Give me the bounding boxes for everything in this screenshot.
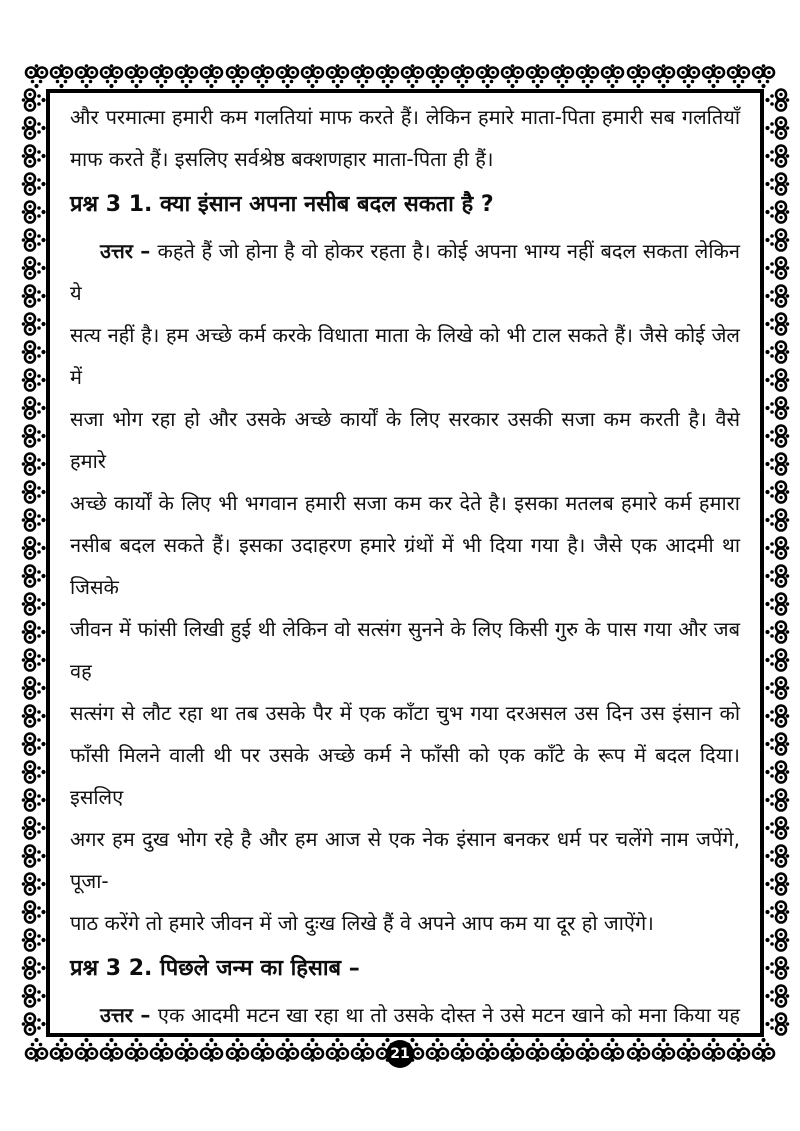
text-line: उत्तर – एक आदमी मटन खा रहा था तो उसके दोस्त ने उसे मटन खाने को मना किया यह: [100, 1003, 741, 1027]
floral-lace-motif-icon: [124, 1036, 149, 1064]
text-line: माफ करते हैं। इसलिए सर्वश्रेष्ठ बक्शणहार माता-पिता ही हैं।: [70, 147, 494, 171]
floral-lace-motif-icon: [19, 956, 47, 981]
floral-lace-motif-icon: [250, 1036, 275, 1064]
floral-lace-motif-icon: [19, 788, 47, 813]
floral-lace-motif-icon: [500, 1036, 525, 1064]
floral-lace-motif-icon: [475, 62, 500, 90]
floral-lace-motif-icon: [651, 62, 676, 90]
floral-lace-motif-icon: [24, 1036, 49, 1064]
floral-lace-motif-icon: [19, 760, 47, 785]
floral-lace-motif-icon: [19, 116, 47, 141]
floral-lace-motif-icon: [325, 1036, 350, 1064]
floral-lace-motif-icon: [763, 788, 791, 813]
floral-lace-motif-icon: [425, 1036, 450, 1064]
floral-lace-motif-icon: [19, 284, 47, 309]
floral-lace-motif-icon: [19, 312, 47, 337]
floral-lace-motif-icon: [19, 480, 47, 505]
floral-lace-motif-icon: [19, 508, 47, 533]
text-line: सजा भोग रहा हो और उसके अच्छे कार्यों के लिए सरकार उसकी सजा कम करती है। वैसे हमारे: [70, 407, 740, 473]
floral-lace-motif-icon: [19, 256, 47, 281]
floral-lace-motif-icon: [350, 1036, 375, 1064]
floral-lace-motif-icon: [450, 1036, 475, 1064]
question-heading: प्रश्न 3 1. क्या इंसान अपना नसीब बदल सकता है ?: [70, 192, 494, 217]
page-number: 21: [390, 1046, 410, 1062]
floral-lace-motif-icon: [74, 1036, 99, 1064]
floral-lace-motif-icon: [300, 62, 325, 90]
floral-lace-motif-icon: [19, 368, 47, 393]
floral-lace-motif-icon: [701, 1036, 726, 1064]
floral-lace-motif-icon: [763, 200, 791, 225]
floral-lace-motif-icon: [19, 200, 47, 225]
text-line: [70, 1036, 740, 1037]
floral-lace-motif-icon: [149, 1036, 174, 1064]
floral-lace-motif-icon: [763, 844, 791, 869]
floral-lace-motif-icon: [626, 62, 651, 90]
floral-lace-motif-icon: [651, 1036, 676, 1064]
floral-lace-motif-icon: [751, 1036, 776, 1064]
floral-lace-motif-icon: [763, 228, 791, 253]
text-line: सत्संग से लौट रहा था तब उसके पैर में एक काँटा चुभ गया दरअसल उस दिन उस इंसान को: [70, 701, 740, 725]
floral-lace-motif-icon: [626, 1036, 651, 1064]
floral-lace-motif-icon: [763, 928, 791, 953]
floral-lace-motif-icon: [19, 172, 47, 197]
floral-lace-motif-icon: [600, 1036, 625, 1064]
floral-lace-motif-icon: [676, 62, 701, 90]
floral-lace-motif-icon: [600, 62, 625, 90]
floral-lace-motif-icon: [525, 1036, 550, 1064]
floral-lace-motif-icon: [550, 62, 575, 90]
floral-lace-motif-icon: [763, 732, 791, 757]
floral-lace-motif-icon: [763, 144, 791, 169]
floral-lace-motif-icon: [149, 62, 174, 90]
floral-lace-motif-icon: [174, 62, 199, 90]
floral-lace-motif-icon: [763, 872, 791, 897]
floral-lace-motif-icon: [763, 564, 791, 589]
floral-lace-motif-icon: [350, 62, 375, 90]
floral-lace-motif-icon: [500, 62, 525, 90]
floral-lace-motif-icon: [763, 760, 791, 785]
lace-border-left: [19, 86, 47, 1036]
floral-lace-motif-icon: [19, 536, 47, 561]
text-line: फाँसी मिलने वाली थी पर उसके अच्छे कर्म ने फाँसी को एक काँटे के रूप में बदल दिया। इसलिए: [70, 743, 740, 809]
floral-lace-motif-icon: [225, 62, 250, 90]
floral-lace-motif-icon: [763, 368, 791, 393]
floral-lace-motif-icon: [763, 648, 791, 673]
question-heading: प्रश्न 3 2. पिछले जन्म का हिसाब –: [70, 956, 360, 981]
floral-lace-motif-icon: [763, 116, 791, 141]
floral-lace-motif-icon: [475, 1036, 500, 1064]
floral-lace-motif-icon: [763, 536, 791, 561]
floral-lace-motif-icon: [763, 424, 791, 449]
floral-lace-motif-icon: [701, 62, 726, 90]
floral-lace-motif-icon: [550, 1036, 575, 1064]
floral-lace-motif-icon: [19, 900, 47, 925]
text-line: अच्छे कार्यों के लिए भी भगवान हमारी सजा कम कर देते है। इसका मतलब हमारे कर्म हमारा: [70, 491, 740, 515]
floral-lace-motif-icon: [763, 172, 791, 197]
floral-lace-motif-icon: [19, 88, 47, 113]
floral-lace-motif-icon: [225, 1036, 250, 1064]
floral-lace-motif-icon: [763, 480, 791, 505]
text-line: उत्तर – कहते हैं जो होना है वो होकर रहता है। कोई अपना भाग्य नहीं बदल सकता लेकिन ये: [70, 239, 740, 305]
floral-lace-motif-icon: [19, 732, 47, 757]
floral-lace-motif-icon: [49, 62, 74, 90]
floral-lace-motif-icon: [199, 1036, 224, 1064]
answer-lead: उत्तर –: [100, 239, 158, 263]
floral-lace-motif-icon: [575, 62, 600, 90]
floral-lace-motif-icon: [74, 62, 99, 90]
floral-lace-motif-icon: [763, 956, 791, 981]
page-number-badge: [386, 1040, 414, 1068]
floral-lace-motif-icon: [19, 228, 47, 253]
floral-lace-motif-icon: [400, 62, 425, 90]
floral-lace-motif-icon: [726, 1036, 751, 1064]
text-line: जीवन में फांसी लिखी हुई थी लेकिन वो सत्संग सुनने के लिए किसी गुरु के पास गया और जब वह: [70, 617, 740, 683]
floral-lace-motif-icon: [763, 396, 791, 421]
lace-border-right: [763, 86, 791, 1036]
floral-lace-motif-icon: [375, 62, 400, 90]
floral-lace-motif-icon: [19, 340, 47, 365]
floral-lace-motif-icon: [450, 62, 475, 90]
floral-lace-motif-icon: [19, 676, 47, 701]
floral-lace-motif-icon: [19, 844, 47, 869]
text-line: अगर हम दुख भोग रहे है और हम आज से एक नेक इंसान बनकर धर्म पर चलेंगे नाम जपेंगे, पूजा-: [70, 827, 740, 893]
floral-lace-motif-icon: [19, 424, 47, 449]
floral-lace-motif-icon: [300, 1036, 325, 1064]
floral-lace-motif-icon: [19, 620, 47, 645]
floral-lace-motif-icon: [575, 1036, 600, 1064]
floral-lace-motif-icon: [19, 144, 47, 169]
floral-lace-motif-icon: [763, 704, 791, 729]
text-line: पाठ करेंगे तो हमारे जीवन में जो दुःख लिखे हैं वे अपने आप कम या दूर हो जाऐंगे।: [70, 911, 654, 935]
floral-lace-motif-icon: [19, 984, 47, 1009]
floral-lace-motif-icon: [19, 1012, 47, 1037]
floral-lace-motif-icon: [19, 704, 47, 729]
floral-lace-motif-icon: [19, 592, 47, 617]
floral-lace-motif-icon: [174, 1036, 199, 1064]
floral-lace-motif-icon: [676, 1036, 701, 1064]
floral-lace-motif-icon: [19, 928, 47, 953]
text-line: और परमात्मा हमारी कम गलतियां माफ करते हैं। लेकिन हमारे माता-पिता हमारी सब गलतियाँ: [70, 105, 740, 129]
floral-lace-motif-icon: [763, 508, 791, 533]
page-content: [46, 89, 764, 1037]
lace-border-top: [24, 60, 776, 90]
floral-lace-motif-icon: [763, 284, 791, 309]
floral-lace-motif-icon: [763, 620, 791, 645]
floral-lace-motif-icon: [763, 340, 791, 365]
floral-lace-motif-icon: [124, 62, 149, 90]
floral-lace-motif-icon: [275, 1036, 300, 1064]
floral-lace-motif-icon: [49, 1036, 74, 1064]
text-line: नसीब बदल सकते हैं। इसका उदाहरण हमारे ग्रंथों में भी दिया गया है। जैसे एक आदमी था जिसके: [70, 533, 740, 599]
floral-lace-motif-icon: [19, 816, 47, 841]
floral-lace-motif-icon: [19, 564, 47, 589]
floral-lace-motif-icon: [763, 1012, 791, 1037]
floral-lace-motif-icon: [763, 452, 791, 477]
floral-lace-motif-icon: [19, 396, 47, 421]
floral-lace-motif-icon: [99, 62, 124, 90]
floral-lace-motif-icon: [19, 452, 47, 477]
floral-lace-motif-icon: [199, 62, 224, 90]
floral-lace-motif-icon: [325, 62, 350, 90]
floral-lace-motif-icon: [763, 256, 791, 281]
floral-lace-motif-icon: [763, 816, 791, 841]
floral-lace-motif-icon: [19, 648, 47, 673]
floral-lace-motif-icon: [763, 88, 791, 113]
floral-lace-motif-icon: [275, 62, 300, 90]
floral-lace-motif-icon: [763, 312, 791, 337]
answer-lead: उत्तर –: [100, 1003, 158, 1027]
floral-lace-motif-icon: [763, 592, 791, 617]
floral-lace-motif-icon: [763, 676, 791, 701]
floral-lace-motif-icon: [763, 900, 791, 925]
text-line: सत्य नहीं है। हम अच्छे कर्म करके विधाता माता के लिखे को भी टाल सकते हैं। जैसे कोई जेल में: [70, 323, 740, 389]
floral-lace-motif-icon: [525, 62, 550, 90]
floral-lace-motif-icon: [99, 1036, 124, 1064]
floral-lace-motif-icon: [763, 984, 791, 1009]
floral-lace-motif-icon: [19, 872, 47, 897]
floral-lace-motif-icon: [250, 62, 275, 90]
floral-lace-motif-icon: [425, 62, 450, 90]
floral-lace-motif-icon: [726, 62, 751, 90]
